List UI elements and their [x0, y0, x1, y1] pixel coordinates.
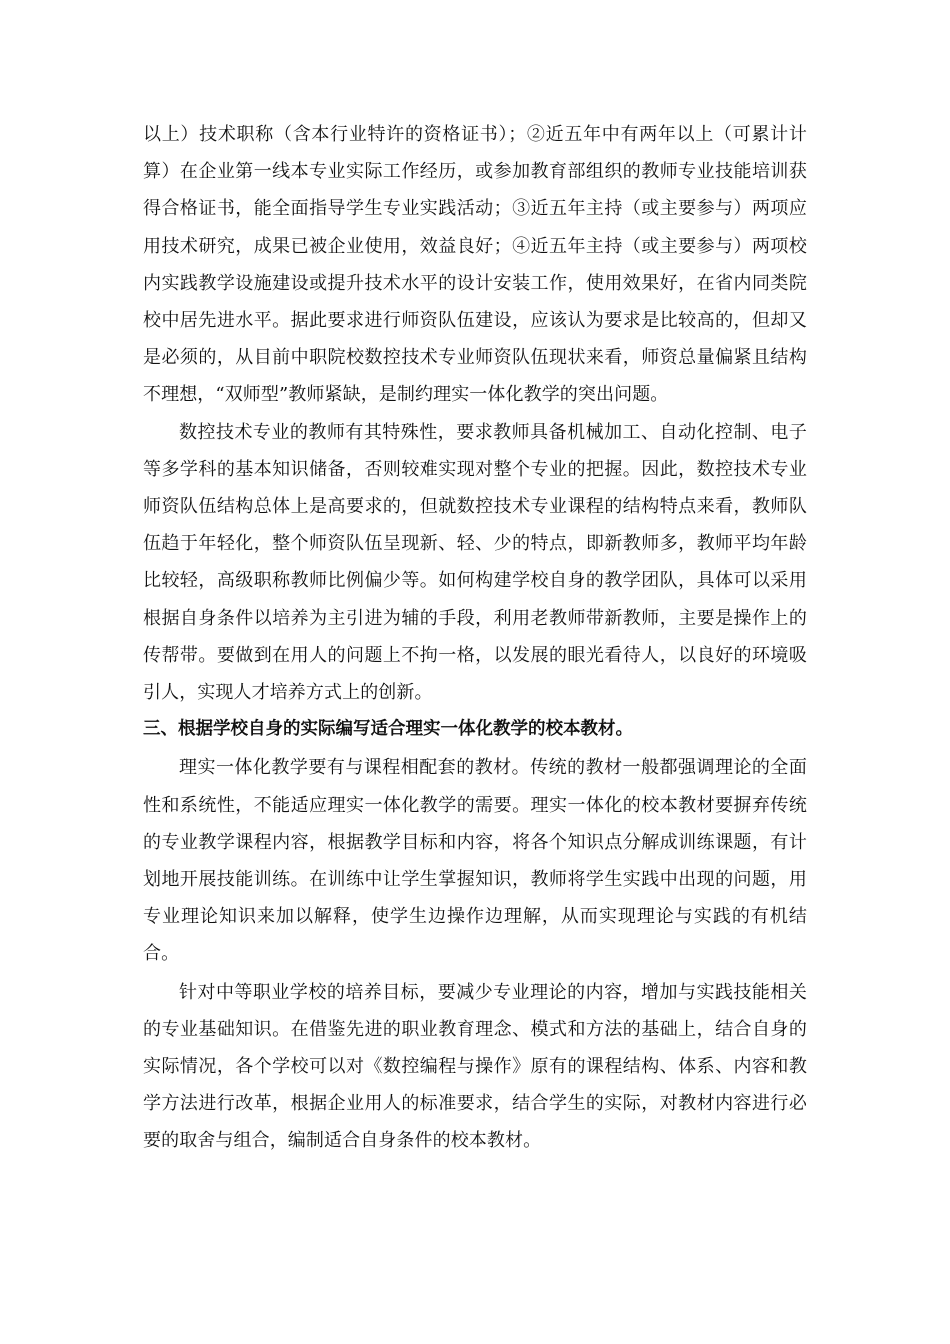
section-heading-three: 三、根据学校自身的实际编写适合理实一体化教学的校本教材。 — [143, 719, 633, 740]
paragraph-training-goals: 针对中等职业学校的培养目标，要减少专业理论的内容，增加与实践技能相关的专业基础知识。在借鉴先进的职业教育理念、模式和方法的基础上，结合自身的实际情况，各个学校可以对《数控编程与操作》原有的课程结构、体系、内容和教学方法进行改革，根据企业用人的标准要求，结合学生的实际，对教材内容进行必要的取舍与组合，编制适合自身条件的校本教材。 — [143, 981, 807, 1152]
document-body — [143, 116, 807, 1160]
paragraph-teacher-specialty: 数控技术专业的教师有其特殊性，要求教师具备机械加工、自动化控制、电子等多学科的基本知识储备，否则较难实现对整个专业的把握。因此，数控技术专业师资队伍结构总体上是高要求的，但就数控技术专业课程的结构特点来看，教师队伍趋于年轻化，整个师资队伍呈现新、轻、少的特点，即新教师多，教师平均年龄比较轻，高级职称教师比例偏少等。如何构建学校自身的教学团队，具体可以采用根据自身条件以培养为主引进为辅的手段，利用老教师带新教师，主要是操作上的传帮带。要做到在用人的问题上不拘一格，以发展的眼光看待人，以良好的环境吸引人，实现人才培养方式上的创新。 — [143, 421, 807, 704]
paragraph-textbook-integration: 理实一体化教学要有与课程相配套的教材。传统的教材一般都强调理论的全面性和系统性，不能适应理实一体化教学的需要。理实一体化的校本教材要摒弃传统的专业教学课程内容，根据教学目标和内容，将各个知识点分解成训练课题，有计划地开展技能训练。在训练中让学生掌握知识，教师将学生实践中出现的问题，用专业理论知识来加以解释，使学生边操作边理解，从而实现理论与实践的有机结合。 — [143, 757, 807, 965]
paragraph-continued-text: 以上）技术职称（含本行业特许的资格证书）；②近五年中有两年以上（可累计计算）在企业第一线本专业实际工作经历，或参加教育部组织的教师专业技能培训获得合格证书，能全面指导学生专业实践活动；③近五年主持（或主要参与）两项应用技术研究，成果已被企业使用，效益良好；④近五年主持（或主要参与）两项校内实践教学设施建设或提升技术水平的设计安装工作，使用效果好，在省内同类院校中居先进水平。据此要求进行师资队伍建设，应该认为要求是比较高的，但却又是必须的，从目前中职院校数控技术专业师资队伍现状来看，师资总量偏紧且结构不理想，“双师型”教师紧缺，是制约理实一体化教学的突出问题。 — [143, 124, 807, 406]
